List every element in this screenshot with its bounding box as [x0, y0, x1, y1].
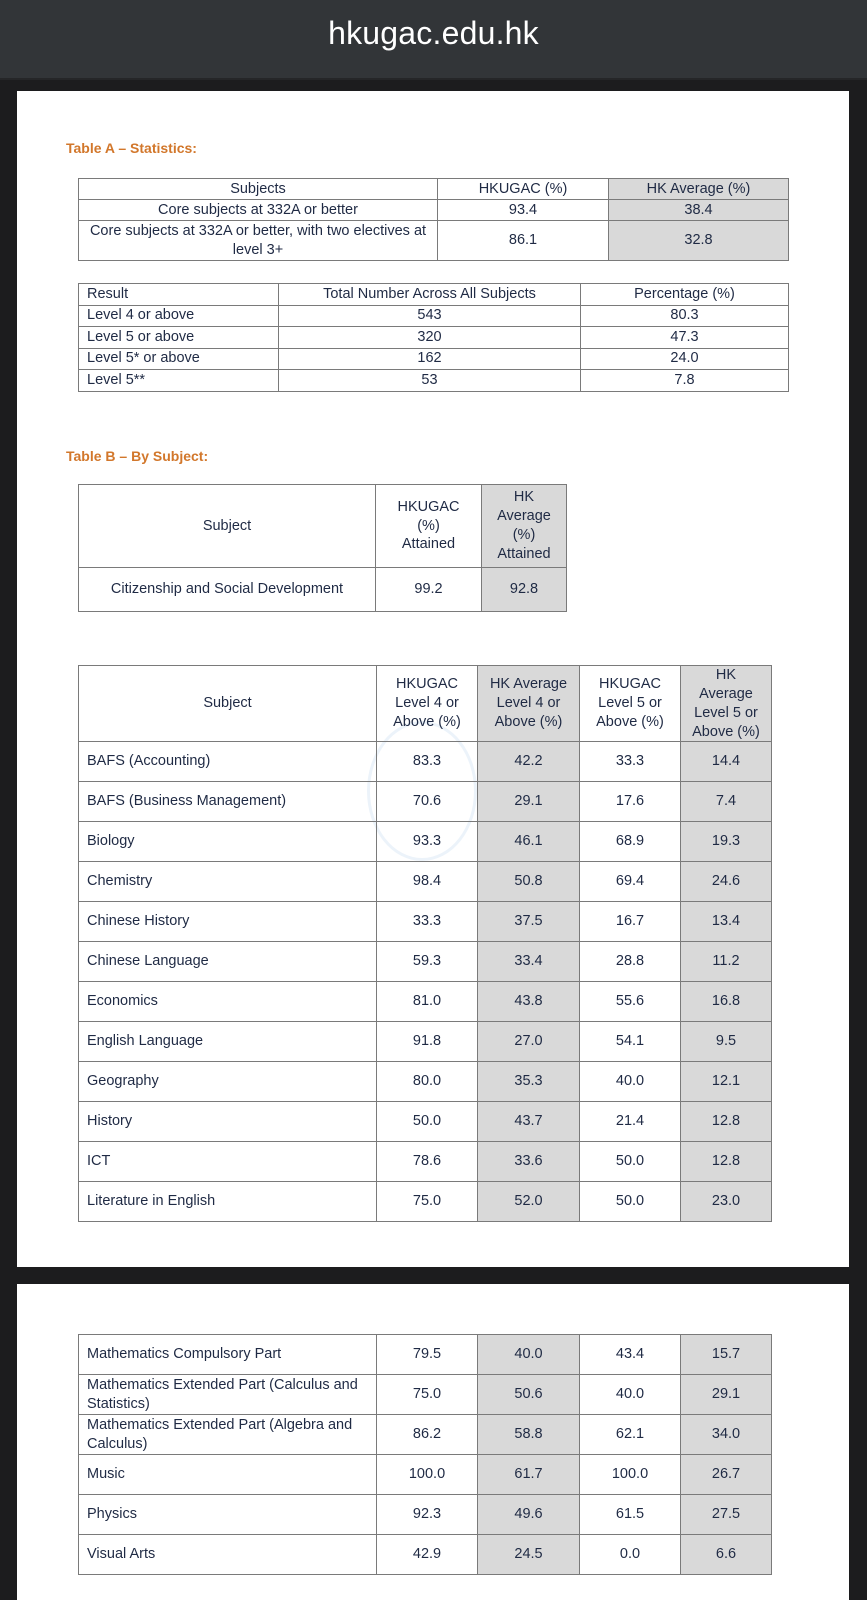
results-table	[78, 283, 789, 392]
table-row	[79, 568, 567, 612]
cell-value: 100.0	[377, 1455, 478, 1495]
cell-value: 43.4	[580, 1335, 681, 1375]
cell-value: 42.2	[478, 742, 580, 782]
cell-value: 33.4	[478, 942, 580, 982]
cell-value: 32.8	[609, 221, 789, 261]
cell-subject: Physics	[79, 1495, 377, 1535]
browser-address-bar[interactable]	[0, 0, 867, 80]
table-row	[79, 862, 772, 902]
cell-subject: Level 5**	[79, 370, 279, 392]
table-row	[79, 1375, 772, 1415]
cell-value: 6.6	[681, 1535, 772, 1575]
cell-value: 15.7	[681, 1335, 772, 1375]
cell-value: 21.4	[580, 1102, 681, 1142]
document-page-2	[17, 1284, 849, 1600]
col-header: HK Average (%) Attained	[482, 485, 567, 568]
cell-value: 43.7	[478, 1102, 580, 1142]
cell-value: 19.3	[681, 822, 772, 862]
col-header: Subject	[79, 666, 377, 742]
table-row	[79, 1455, 772, 1495]
cell-subject: Literature in English	[79, 1182, 377, 1222]
cell-value: 40.0	[580, 1062, 681, 1102]
cell-value: 16.8	[681, 982, 772, 1022]
col-header: HKUGAC Level 5 or Above (%)	[580, 666, 681, 742]
cell-subject: BAFS (Accounting)	[79, 742, 377, 782]
col-header: HK Average (%)	[609, 179, 789, 200]
cell-subject: Core subjects at 332A or better	[79, 200, 438, 221]
cell-value: 93.3	[377, 822, 478, 862]
cell-subject: Core subjects at 332A or better, with two electives at level 3+	[79, 221, 438, 261]
col-header: Percentage (%)	[581, 284, 789, 306]
col-header: HKUGAC (%) Attained	[376, 485, 482, 568]
cell-value: 47.3	[581, 327, 789, 349]
cell-value: 58.8	[478, 1415, 580, 1455]
cell-value: 86.2	[377, 1415, 478, 1455]
cell-value: 33.3	[580, 742, 681, 782]
cell-subject: Mathematics Extended Part (Calculus and Statistics)	[79, 1375, 377, 1415]
cell-value: 69.4	[580, 862, 681, 902]
cell-value: 11.2	[681, 942, 772, 982]
table-row	[79, 1102, 772, 1142]
cell-value: 59.3	[377, 942, 478, 982]
cell-value: 98.4	[377, 862, 478, 902]
table-row	[79, 1062, 772, 1102]
cell-value: 70.6	[377, 782, 478, 822]
table-b-heading: Table B – By Subject:	[66, 448, 209, 464]
table-row	[79, 200, 789, 221]
cell-subject: Level 5 or above	[79, 327, 279, 349]
table-row	[79, 327, 789, 349]
cell-subject: Mathematics Extended Part (Algebra and Calculus)	[79, 1415, 377, 1455]
table-row	[79, 1142, 772, 1182]
cell-value: 52.0	[478, 1182, 580, 1222]
cell-value: 78.6	[377, 1142, 478, 1182]
col-header: HKUGAC Level 4 or Above (%)	[377, 666, 478, 742]
col-header: Result	[79, 284, 279, 306]
cell-subject: Biology	[79, 822, 377, 862]
cell-subject: History	[79, 1102, 377, 1142]
cell-value: 24.5	[478, 1535, 580, 1575]
cell-value: 12.1	[681, 1062, 772, 1102]
table-row	[79, 742, 772, 782]
cell-value: 62.1	[580, 1415, 681, 1455]
cell-value: 40.0	[478, 1335, 580, 1375]
subjects-table-continued	[78, 1334, 772, 1575]
cell-value: 91.8	[377, 1022, 478, 1062]
cell-value: 24.0	[581, 348, 789, 370]
cell-value: 61.7	[478, 1455, 580, 1495]
cell-value: 12.8	[681, 1102, 772, 1142]
cell-subject: Chinese History	[79, 902, 377, 942]
cell-value: 93.4	[438, 200, 609, 221]
core-subjects-table	[78, 178, 789, 261]
cell-value: 50.6	[478, 1375, 580, 1415]
domain-label: hkugac.edu.hk	[328, 14, 539, 51]
col-header: HKUGAC (%)	[438, 179, 609, 200]
cell-value: 40.0	[580, 1375, 681, 1415]
table-header-row	[79, 284, 789, 306]
cell-value: 100.0	[580, 1455, 681, 1495]
cell-value: 53	[279, 370, 581, 392]
col-header: Subject	[79, 485, 376, 568]
cell-value: 33.3	[377, 902, 478, 942]
cell-value: 27.5	[681, 1495, 772, 1535]
cell-value: 92.3	[377, 1495, 478, 1535]
cell-value: 33.6	[478, 1142, 580, 1182]
cell-value: 50.0	[580, 1182, 681, 1222]
cell-value: 49.6	[478, 1495, 580, 1535]
table-header-row	[79, 485, 567, 568]
cell-value: 23.0	[681, 1182, 772, 1222]
cell-value: 16.7	[580, 902, 681, 942]
cell-value: 9.5	[681, 1022, 772, 1062]
col-header: Total Number Across All Subjects	[279, 284, 581, 306]
cell-subject: Visual Arts	[79, 1535, 377, 1575]
cell-value: 99.2	[376, 568, 482, 612]
cell-value: 42.9	[377, 1535, 478, 1575]
cell-value: 29.1	[681, 1375, 772, 1415]
cell-value: 75.0	[377, 1375, 478, 1415]
cell-value: 27.0	[478, 1022, 580, 1062]
table-a-heading: Table A – Statistics:	[66, 140, 197, 156]
subjects-table	[78, 665, 772, 1222]
cell-value: 86.1	[438, 221, 609, 261]
cell-value: 17.6	[580, 782, 681, 822]
table-header-row	[79, 666, 772, 742]
cell-value: 0.0	[580, 1535, 681, 1575]
cell-value: 320	[279, 327, 581, 349]
cell-value: 61.5	[580, 1495, 681, 1535]
cell-subject: Chinese Language	[79, 942, 377, 982]
cell-subject: Mathematics Compulsory Part	[79, 1335, 377, 1375]
cell-value: 34.0	[681, 1415, 772, 1455]
cell-value: 13.4	[681, 902, 772, 942]
cell-value: 79.5	[377, 1335, 478, 1375]
col-header: Subjects	[79, 179, 438, 200]
table-row	[79, 1022, 772, 1062]
table-row	[79, 902, 772, 942]
col-header: HK Average Level 5 or Above (%)	[681, 666, 772, 742]
table-row	[79, 1335, 772, 1375]
cell-value: 162	[279, 348, 581, 370]
table-row	[79, 221, 789, 261]
cell-subject: Level 4 or above	[79, 305, 279, 327]
cell-subject: Level 5* or above	[79, 348, 279, 370]
table-row	[79, 305, 789, 327]
cell-subject: Citizenship and Social Development	[79, 568, 376, 612]
cell-value: 50.8	[478, 862, 580, 902]
cell-value: 543	[279, 305, 581, 327]
cell-value: 14.4	[681, 742, 772, 782]
cell-value: 68.9	[580, 822, 681, 862]
cell-value: 37.5	[478, 902, 580, 942]
cell-value: 26.7	[681, 1455, 772, 1495]
csd-table	[78, 484, 567, 612]
cell-value: 38.4	[609, 200, 789, 221]
cell-subject: ICT	[79, 1142, 377, 1182]
col-header: HK Average Level 4 or Above (%)	[478, 666, 580, 742]
cell-value: 28.8	[580, 942, 681, 982]
table-row	[79, 370, 789, 392]
table-row	[79, 982, 772, 1022]
cell-subject: Chemistry	[79, 862, 377, 902]
cell-value: 7.8	[581, 370, 789, 392]
document-page-1	[17, 91, 849, 1267]
cell-value: 55.6	[580, 982, 681, 1022]
cell-value: 54.1	[580, 1022, 681, 1062]
cell-value: 7.4	[681, 782, 772, 822]
cell-value: 43.8	[478, 982, 580, 1022]
cell-value: 50.0	[580, 1142, 681, 1182]
table-row	[79, 348, 789, 370]
cell-value: 35.3	[478, 1062, 580, 1102]
cell-value: 24.6	[681, 862, 772, 902]
cell-subject: English Language	[79, 1022, 377, 1062]
table-row	[79, 1495, 772, 1535]
cell-subject: Geography	[79, 1062, 377, 1102]
cell-value: 81.0	[377, 982, 478, 1022]
cell-subject: Economics	[79, 982, 377, 1022]
cell-subject: Music	[79, 1455, 377, 1495]
table-header-row	[79, 179, 789, 200]
cell-value: 75.0	[377, 1182, 478, 1222]
table-row	[79, 1535, 772, 1575]
table-row	[79, 822, 772, 862]
cell-value: 50.0	[377, 1102, 478, 1142]
cell-value: 83.3	[377, 742, 478, 782]
cell-value: 92.8	[482, 568, 567, 612]
table-row	[79, 942, 772, 982]
cell-value: 80.0	[377, 1062, 478, 1102]
cell-subject: BAFS (Business Management)	[79, 782, 377, 822]
table-row	[79, 1182, 772, 1222]
cell-value: 12.8	[681, 1142, 772, 1182]
cell-value: 46.1	[478, 822, 580, 862]
table-row	[79, 782, 772, 822]
cell-value: 80.3	[581, 305, 789, 327]
cell-value: 29.1	[478, 782, 580, 822]
table-row	[79, 1415, 772, 1455]
